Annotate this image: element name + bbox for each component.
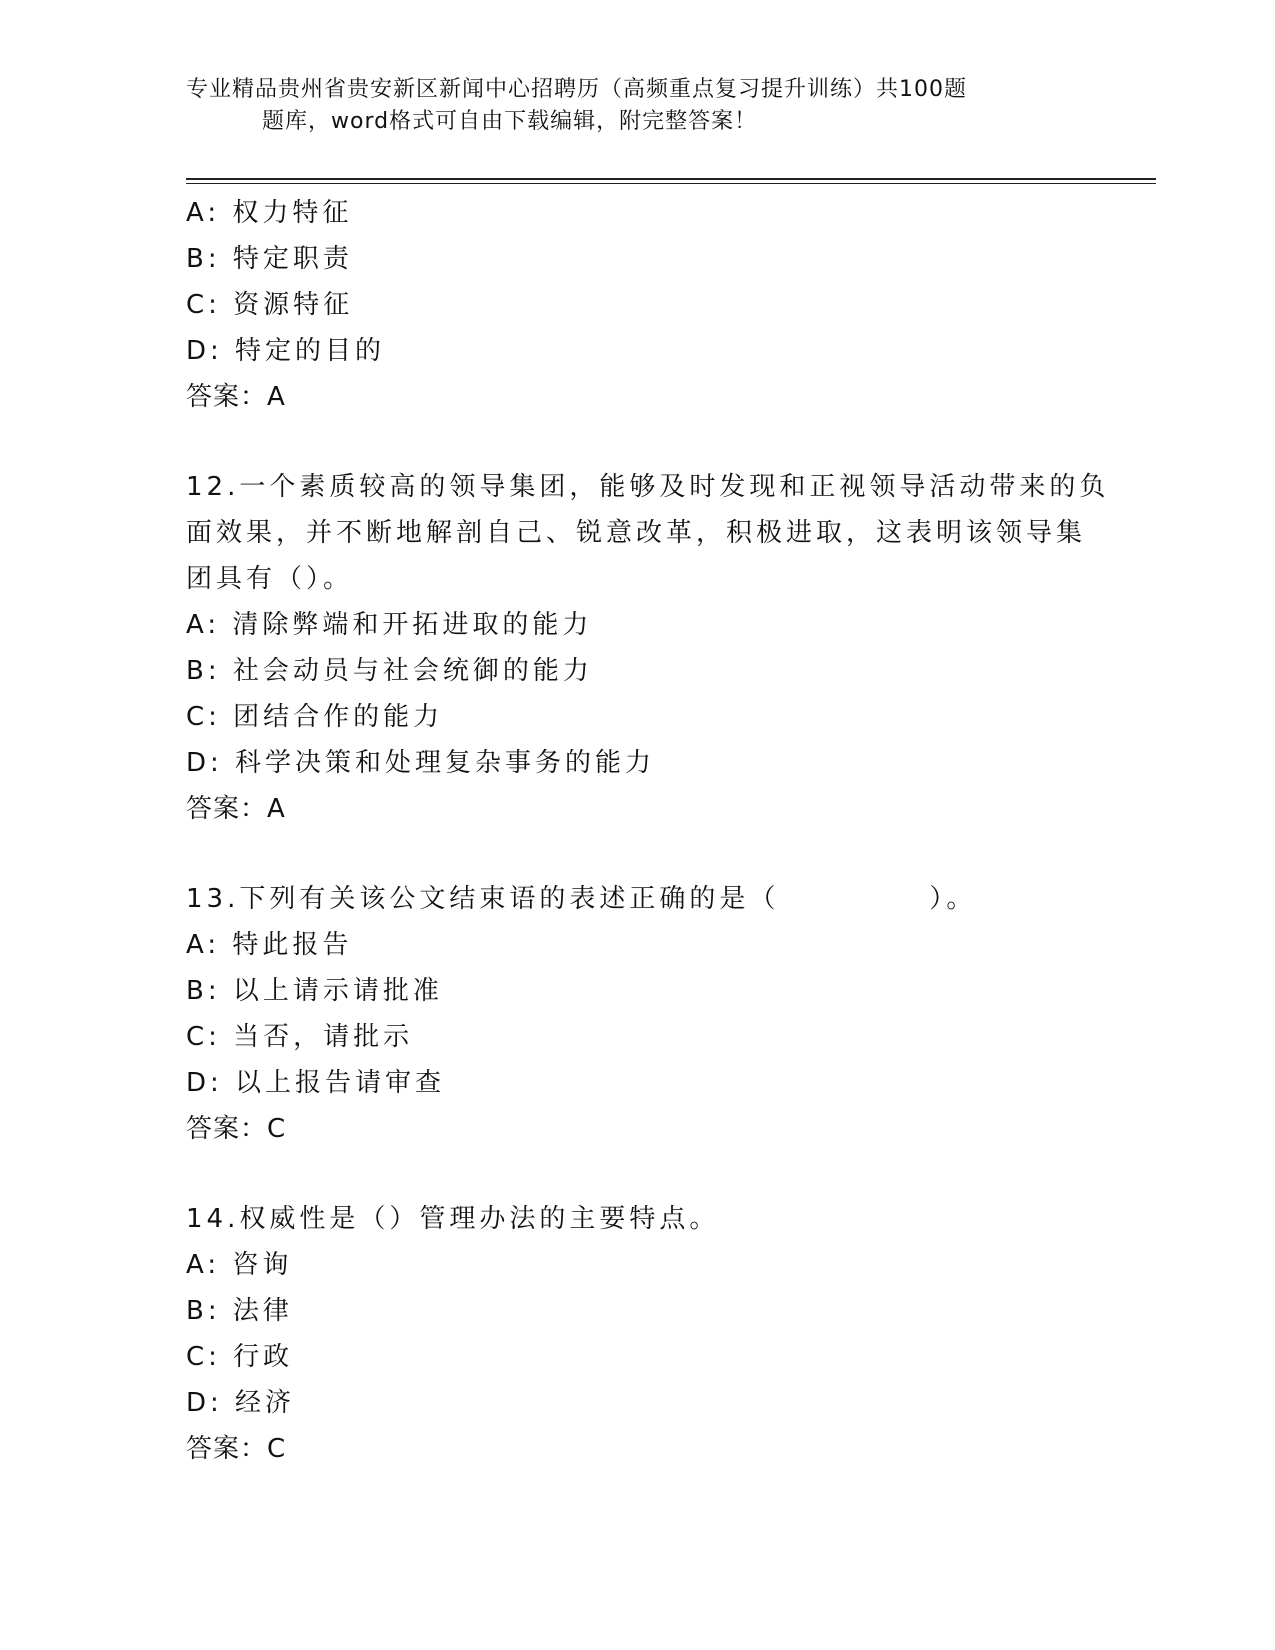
option-a: A: 权力特征 (186, 198, 353, 228)
option-b: B: 特定职责 (186, 244, 353, 274)
question-text: 13.下列有关该公文结束语的表述正确的是（ ）。 (186, 884, 977, 914)
option-b: B: 以上请示请批准 (186, 976, 443, 1006)
option-a: A: 清除弊端和开拓进取的能力 (186, 610, 593, 640)
answer-line: 答案：A (186, 794, 286, 824)
question-text: 14.权威性是（）管理办法的主要特点。 (186, 1204, 720, 1234)
header-title-line-1: 专业精品贵州省贵安新区新闻中心招聘历（高频重点复习提升训练）共100题 (186, 77, 967, 102)
option-c: C: 团结合作的能力 (186, 702, 444, 732)
question-11 (186, 190, 1086, 420)
header-title-line-2: 题库，word格式可自由下载编辑，附完整答案！ (262, 109, 758, 134)
spacer (186, 420, 1086, 464)
document-header (186, 74, 1046, 138)
option-b: B: 法律 (186, 1296, 293, 1326)
spacer (186, 1152, 1086, 1196)
option-d: D: 特定的目的 (186, 336, 386, 366)
option-d: D: 以上报告请审查 (186, 1068, 446, 1098)
option-c: C: 当否，请批示 (186, 1022, 414, 1052)
answer-line: 答案：C (186, 1114, 287, 1144)
header-divider-thin (186, 183, 1156, 184)
option-a: A: 咨询 (186, 1250, 293, 1280)
header-divider-thick (186, 178, 1156, 180)
question-14 (186, 1196, 1086, 1472)
option-d: D: 经济 (186, 1388, 296, 1418)
question-text-line-1: 12.一个素质较高的领导集团，能够及时发现和正视领导活动带来的负 (186, 472, 1110, 502)
question-12 (186, 464, 1110, 832)
option-b: B: 社会动员与社会统御的能力 (186, 656, 593, 686)
answer-line: 答案：A (186, 382, 286, 412)
answer-line: 答案：C (186, 1434, 287, 1464)
option-c: C: 行政 (186, 1342, 294, 1372)
question-13 (186, 876, 1086, 1152)
question-text-line-2: 面效果，并不断地解剖自己、锐意改革，积极进取，这表明该领导集 (186, 518, 1087, 548)
option-a: A: 特此报告 (186, 930, 353, 960)
question-list (186, 190, 1110, 1472)
question-text-line-3: 团具有（）。 (186, 564, 354, 594)
option-c: C: 资源特征 (186, 290, 354, 320)
option-d: D: 科学决策和处理复杂事务的能力 (186, 748, 656, 778)
spacer (186, 832, 1086, 876)
